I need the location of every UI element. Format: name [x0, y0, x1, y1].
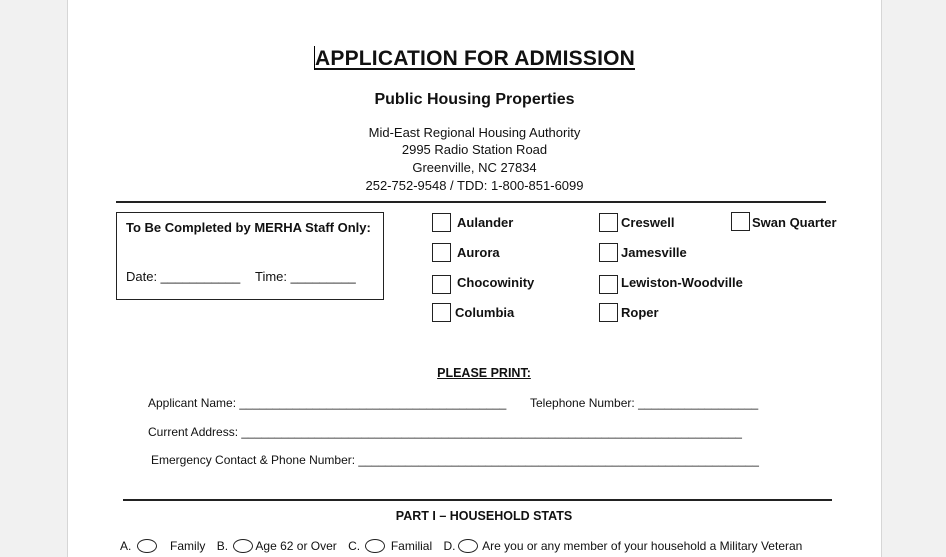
checkbox-creswell[interactable] [599, 213, 618, 232]
checkbox-label-columbia: Columbia [455, 305, 515, 320]
part1-divider [123, 499, 832, 501]
household-type-options [120, 539, 802, 553]
option-d-label: Are you or any member of your household a Military Veteran [482, 539, 803, 553]
checkbox-roper[interactable] [599, 303, 618, 322]
authority-city: Greenville, NC 27834 [412, 160, 537, 175]
option-b-label: Age 62 or Over [255, 539, 337, 553]
checkbox-label-roper: Roper [621, 305, 659, 320]
applicant-name-field[interactable]: Applicant Name: ________________________________________ [148, 396, 507, 410]
authority-street: 2995 Radio Station Road [401, 142, 548, 157]
authority-name: Mid-East Regional Housing Authority [368, 125, 581, 140]
checkbox-aulander[interactable] [432, 213, 451, 232]
checkbox-label-aulander: Aulander [457, 215, 514, 230]
option-c-letter: C. [348, 539, 361, 553]
checkbox-label-swan-quarter: Swan Quarter [752, 215, 837, 230]
telephone-number-field[interactable]: Telephone Number: __________________ [530, 396, 759, 410]
checkbox-aurora[interactable] [432, 243, 451, 262]
option-d-letter: D. [443, 539, 456, 553]
radio-age-62[interactable] [233, 539, 253, 553]
document-subtitle: Public Housing Properties [374, 91, 575, 108]
emergency-contact-field[interactable]: Emergency Contact & Phone Number: ____________________________________________________________ [151, 453, 759, 467]
header-divider [116, 201, 826, 203]
checkbox-chocowinity[interactable] [432, 275, 451, 294]
authority-phone: 252-752-9548 / TDD: 1-800-851-6099 [365, 178, 584, 193]
checkbox-label-chocowinity: Chocowinity [457, 275, 535, 290]
option-b-letter: B. [216, 539, 229, 553]
option-a-label: Family [170, 539, 206, 553]
document-title: APPLICATION FOR ADMISSION [315, 47, 635, 70]
radio-familial[interactable] [365, 539, 385, 553]
staff-only-box [116, 212, 384, 300]
checkbox-columbia[interactable] [432, 303, 451, 322]
document-page [67, 0, 882, 557]
radio-family[interactable] [137, 539, 157, 553]
part1-heading: PART I – HOUSEHOLD STATS [395, 509, 573, 523]
checkbox-swan-quarter[interactable] [731, 212, 750, 231]
checkbox-label-jamesville: Jamesville [621, 245, 687, 260]
checkbox-label-aurora: Aurora [457, 245, 500, 260]
staff-date-field[interactable]: Date: ___________ [126, 269, 241, 284]
checkbox-label-lewiston-woodville: Lewiston-Woodville [621, 275, 743, 290]
checkbox-label-creswell: Creswell [621, 215, 675, 230]
option-a-letter: A. [120, 539, 132, 553]
checkbox-jamesville[interactable] [599, 243, 618, 262]
radio-military-veteran[interactable] [458, 539, 478, 553]
option-c-label: Familial [390, 539, 433, 553]
staff-box-heading: To Be Completed by MERHA Staff Only: [126, 220, 371, 235]
checkbox-lewiston-woodville[interactable] [599, 275, 618, 294]
current-address-field[interactable]: Current Address: ___________________________________________________________________________ [148, 425, 742, 439]
please-print-heading: PLEASE PRINT: [437, 366, 531, 380]
staff-time-field[interactable]: Time: _________ [255, 269, 356, 284]
